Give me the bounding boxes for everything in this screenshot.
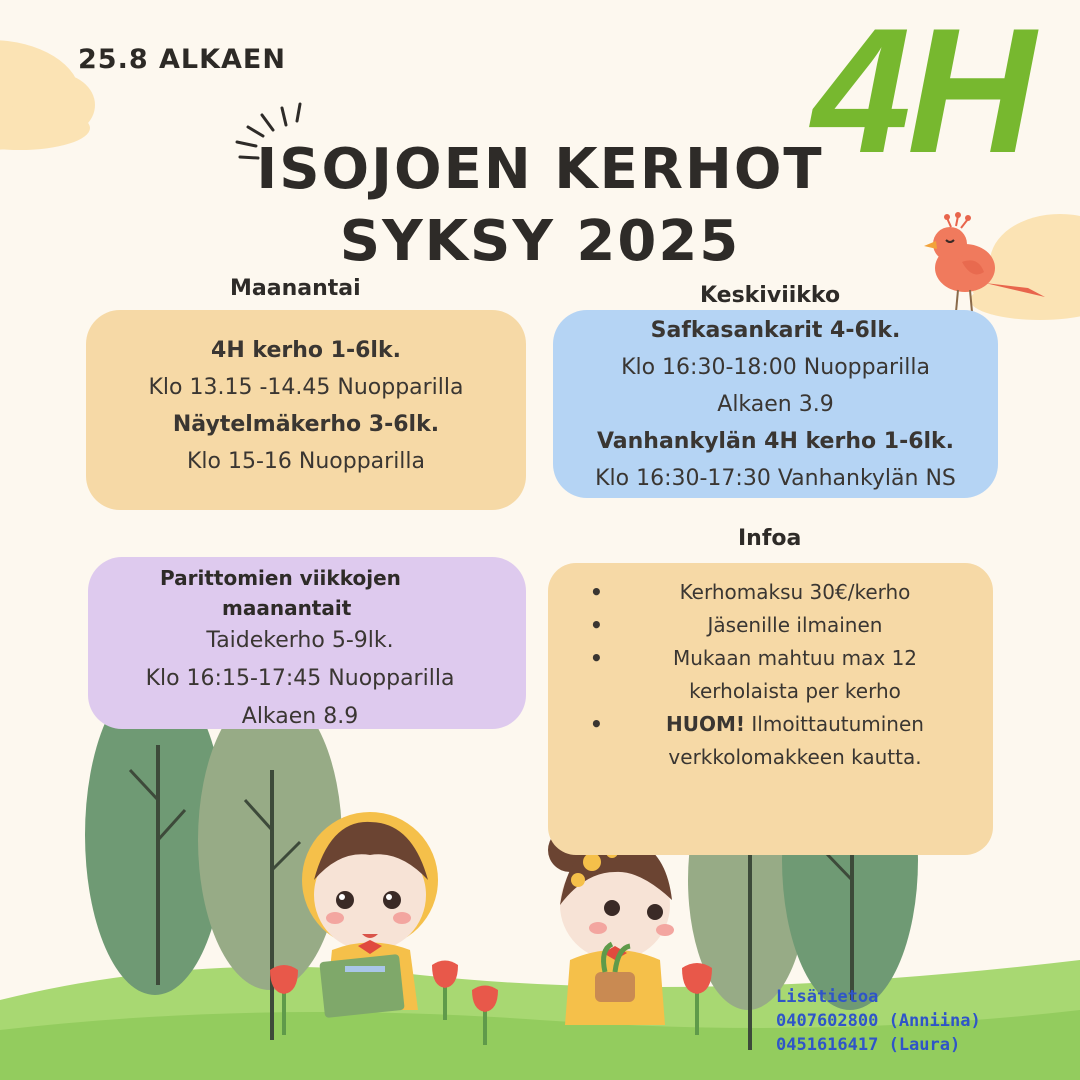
- monday-box: [86, 310, 526, 510]
- title-line-2: SYKSY 2025: [339, 209, 741, 274]
- monday-heading: Maanantai: [230, 276, 361, 301]
- wednesday-club-1-title: Safkasankarit 4-6lk.: [650, 318, 901, 343]
- odd-weeks-club-time: Klo 16:15-17:45 Nuopparilla: [145, 666, 455, 691]
- odd-weeks-club-start: Alkaen 8.9: [241, 704, 359, 729]
- start-date-label: 25.8 ALKAEN: [78, 44, 286, 75]
- odd-weeks-heading-line-2: maanantait: [222, 596, 352, 620]
- title-line-1: ISOJOEN KERHOT: [256, 137, 824, 202]
- odd-weeks-heading-line-1: Parittomien viikkojen: [160, 566, 401, 590]
- bullet-icon: •: [590, 712, 603, 736]
- contact-info: [776, 985, 981, 1057]
- monday-club-2-title: Näytelmäkerho 3-6lk.: [172, 412, 440, 437]
- bullet-icon: •: [590, 646, 603, 670]
- wednesday-club-1-start: Alkaen 3.9: [717, 392, 834, 417]
- wednesday-club-1-time: Klo 16:30-18:00 Nuopparilla: [621, 355, 930, 380]
- odd-weeks-body: [100, 622, 500, 736]
- info-item: • HUOM! Ilmoittautuminen verkkolomakkeen kautta.: [590, 708, 970, 774]
- odd-weeks-club-title: Taidekerho 5-9lk.: [206, 628, 394, 653]
- bullet-icon: •: [590, 580, 603, 604]
- bullet-icon: •: [590, 613, 603, 637]
- wednesday-club-2-time: Klo 16:30-17:30 Vanhankylän NS: [595, 466, 956, 491]
- 4h-logo: 4H: [812, 0, 1032, 190]
- wednesday-heading: Keskiviikko: [700, 283, 841, 308]
- odd-weeks-heading: [160, 563, 480, 623]
- info-item: • Jäsenille ilmainen: [590, 609, 970, 642]
- wednesday-box: [553, 310, 998, 498]
- info-item: • Kerhomaksu 30€/kerho: [590, 576, 970, 609]
- info-warning-label: HUOM!: [666, 712, 746, 736]
- contact-title: Lisätietoa: [776, 987, 879, 1007]
- wednesday-club-2-title: Vanhankylän 4H kerho 1-6lk.: [596, 429, 955, 454]
- info-item: • Mukaan mahtuu max 12 kerholaista per kerho: [590, 642, 970, 708]
- contact-phone-laura: 0451616417 (Laura): [776, 1035, 961, 1055]
- monday-club-1-title: 4H kerho 1-6lk.: [211, 338, 401, 363]
- info-heading: Infoa: [738, 526, 802, 551]
- monday-club-2-time: Klo 15-16 Nuopparilla: [186, 449, 426, 474]
- info-list: [590, 576, 970, 774]
- monday-club-1-time: Klo 13.15 -14.45 Nuopparilla: [148, 375, 464, 400]
- contact-phone-anniina: 0407602800 (Anniina): [776, 1011, 981, 1031]
